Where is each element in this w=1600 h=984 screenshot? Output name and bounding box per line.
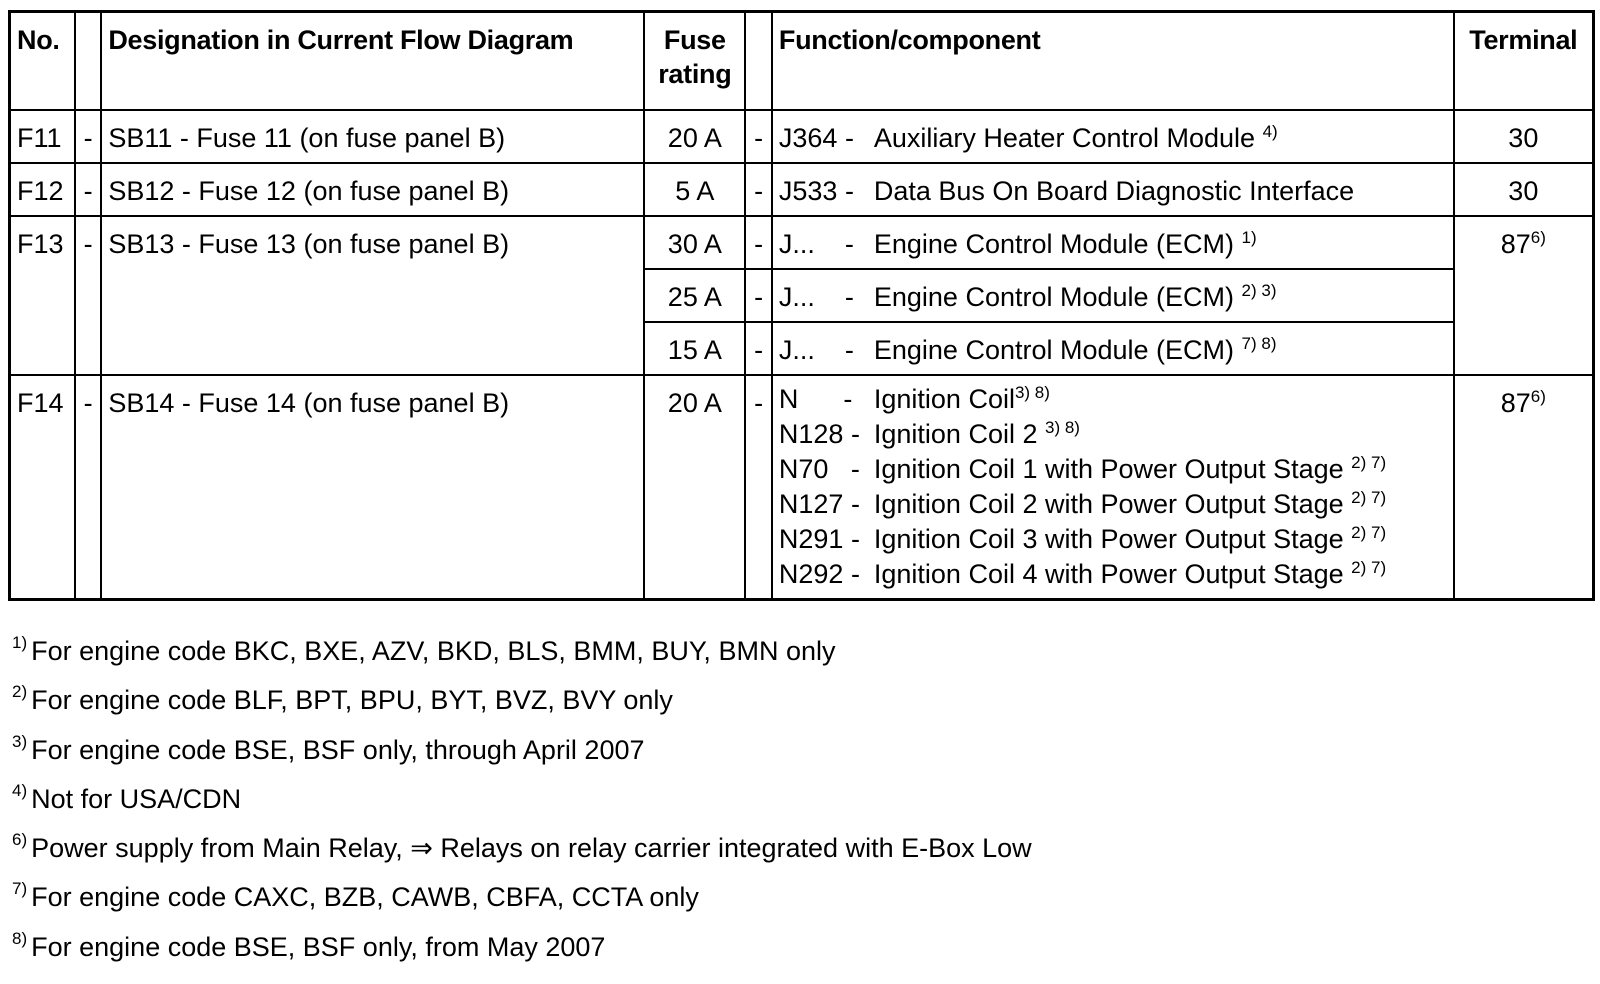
cell-dash: - [75,163,102,216]
footnote-ref: 1) [1241,228,1257,247]
component-name: Engine Control Module (ECM) [873,335,1235,365]
footnote-mark: 2) [12,682,28,702]
fuse-table [8,10,1595,601]
cell-component [772,269,1454,322]
cell-fuse-rating: 20 A [644,375,745,599]
cell-dash: - [745,110,772,163]
table-header-row [10,12,1594,111]
header-spacer-2 [745,12,772,111]
footnote-mark: 6) [12,830,28,850]
cell-terminal: 30 [1454,163,1594,216]
cell-terminal: 87$^{6)}$ [1454,216,1594,375]
cell-designation: SB14 - Fuse 14 (on fuse panel B) [101,375,644,599]
footnote-text: For engine code BSE, BSF only, through April 2007 [31,734,645,765]
footnote-item [12,775,1032,824]
header-fuse-rating [644,12,745,111]
component-line: N128 - Ignition Coil 2 $^{3) 8)}$ [778,418,1080,449]
cell-dash: - [745,269,772,322]
footnote-ref: 2) 3) [1241,281,1277,300]
footnote-ref: 6) [1530,228,1546,247]
cell-no: F13 [10,216,75,375]
footnote-ref: 2) 7) [1351,453,1387,472]
component-code: J364 - [778,123,854,153]
component-line: N - Ignition Coil$^{3) 8)}$ [778,383,1050,414]
table-row-f14 [10,375,1594,599]
cell-component [772,216,1454,269]
footnote-ref: 7) 8) [1241,334,1277,353]
cell-designation: SB12 - Fuse 12 (on fuse panel B) [101,163,644,216]
cell-dash: - [75,375,102,599]
footnote-text: For engine code CAXC, BZB, CAWB, CBFA, CCTA only [31,882,699,913]
footnote-text: For engine code BLF, BPT, BPU, BYT, BVZ, BVY only [31,685,673,716]
cell-terminal: 87$^{6)}$ [1454,375,1594,599]
footnote-item [12,726,1032,775]
header-fuse-rating-line2: rating [658,59,732,89]
cell-no: F12 [10,163,75,216]
header-fuse-rating-line1: Fuse [663,25,726,55]
footnote-mark: 7) [12,879,28,899]
component-line: N291 - Ignition Coil 3 with Power Output Stage $^{2) 7)}$ [778,523,1387,554]
table-row-f12 [10,163,1594,216]
component-line: N70 - Ignition Coil 1 with Power Output Stage $^{2) 7)}$ [778,453,1387,484]
header-function: Function/component [772,12,1454,111]
footnote-ref: 3) 8) [1014,383,1050,402]
cell-dash: - [745,322,772,375]
cell-dash: - [745,375,772,599]
cell-designation: SB11 - Fuse 11 (on fuse panel B) [101,110,644,163]
component-line: N292 - Ignition Coil 4 with Power Output Stage $^{2) 7)}$ [778,558,1387,589]
cell-terminal: 30 [1454,110,1594,163]
cell-fuse-rating: 30 A [644,216,745,269]
footnote-ref: 2) 7) [1351,523,1387,542]
footnote-ref: 4) [1262,122,1278,141]
header-spacer [75,12,102,111]
footnote-item [12,627,1032,676]
cell-dash: - [75,110,102,163]
component-name: Engine Control Module (ECM) [873,282,1235,312]
footnote-mark: 3) [12,731,28,751]
component-code: J... - [778,229,854,259]
footnotes [12,627,1032,972]
table-row-f13 [10,216,1594,269]
cell-component [772,110,1454,163]
table-row-f11 [10,110,1594,163]
footnote-mark: 8) [12,928,28,948]
component-line: N127 - Ignition Coil 2 with Power Output Stage $^{2) 7)}$ [778,488,1387,519]
header-no: No. [10,12,75,111]
header-terminal: Terminal [1454,12,1594,111]
cell-designation: SB13 - Fuse 13 (on fuse panel B) [101,216,644,375]
cell-component [772,322,1454,375]
cell-component-list [772,375,1454,599]
cell-no: F14 [10,375,75,599]
footnote-ref: 2) 7) [1351,558,1387,577]
component-name: Data Bus On Board Diagnostic Interface [873,176,1355,206]
footnote-text: For engine code BSE, BSF only, from May 2007 [31,931,606,962]
component-code: J533 - [778,176,854,206]
component-code: J... - [778,335,854,365]
footnote-item [12,873,1032,922]
cell-fuse-rating: 25 A [644,269,745,322]
footnote-mark: 1) [12,633,28,652]
footnote-text: For engine code BKC, BXE, AZV, BKD, BLS, BMM, BUY, BMN only [31,636,836,666]
footnote-text: Power supply from Main Relay, ⇒ Relays on relay carrier integrated with E-Box Low [31,833,1032,864]
header-designation: Designation in Current Flow Diagram [101,12,644,111]
component-code: J... - [778,282,854,312]
component-name: Engine Control Module (ECM) [873,229,1235,259]
footnote-text: Not for USA/CDN [31,783,242,814]
footnote-ref: 2) 7) [1351,488,1387,507]
cell-no: F11 [10,110,75,163]
footnote-ref: 3) 8) [1045,418,1080,437]
cell-fuse-rating: 5 A [644,163,745,216]
footnote-item [12,676,1032,725]
cell-dash: - [745,163,772,216]
component-name: Auxiliary Heater Control Module [873,123,1256,153]
footnote-ref: 6) [1530,387,1546,406]
cell-fuse-rating: 20 A [644,110,745,163]
cell-fuse-rating: 15 A [644,322,745,375]
cell-component [772,163,1454,216]
cell-dash: - [745,216,772,269]
footnote-item [12,923,1032,972]
cell-dash: - [75,216,102,375]
footnote-mark: 4) [12,780,28,800]
footnote-item [12,824,1032,873]
